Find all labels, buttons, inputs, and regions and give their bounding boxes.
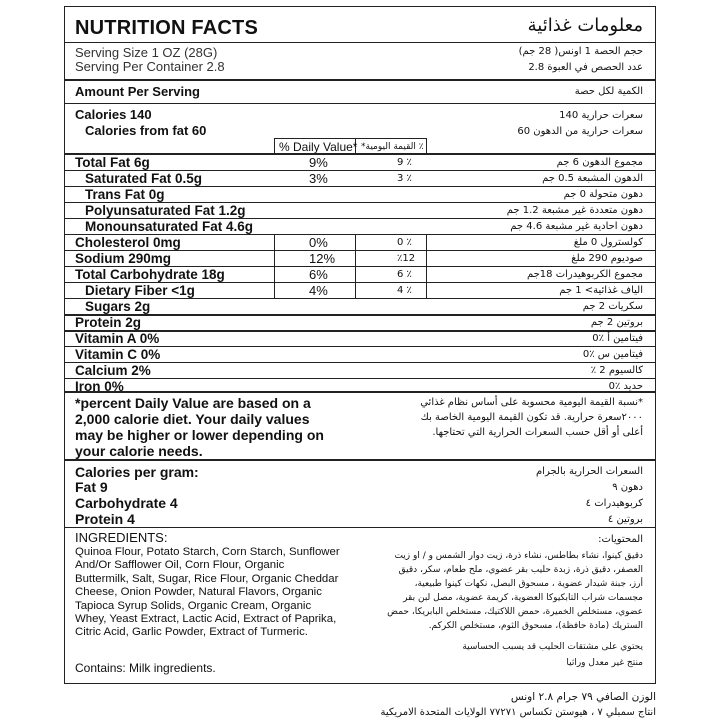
nutrient-dv-en: 12%: [309, 251, 336, 266]
amount-per-serving-ar: الكمية لكل حصة: [574, 86, 643, 97]
nutrient-label-en: Sodium 290mg: [75, 251, 172, 266]
servings-per-container-ar: عدد الحصص في العبوة 2.8: [528, 62, 643, 73]
divider: [65, 527, 655, 528]
nutrient-label-ar: حديد ٪0: [608, 381, 643, 392]
nutrient-label-en: Vitamin C 0%: [75, 347, 161, 362]
divider: [65, 459, 655, 461]
cal-per-gram-carb-en: Carbohydrate 4: [75, 495, 178, 511]
origin-ar: منتج غير معدل وراثيا: [566, 658, 643, 668]
nutrient-label-ar: دهون متعددة غير مشبعة 1.2 جم: [506, 205, 643, 216]
nutrient-label-en: Protein 2g: [75, 315, 142, 330]
divider: [65, 391, 655, 393]
nutrient-dv-ar: ٪ 9: [397, 157, 412, 168]
footnote-ar: *نسبة القيمة اليومية محسوبة على أساس نظام غذائي ٢٠٠٠سعرة حرارية. قد تكون القيمة اليومية الخاصة بك أعلى أو أقل حسب السعرات الحرارية التي تحتاجها.: [420, 397, 643, 438]
divider: [426, 234, 427, 298]
divider: [274, 138, 426, 139]
nutrient-label-ar: دهون متحولة 0 جم: [563, 189, 643, 200]
nutrient-label-en: Saturated Fat 0.5g: [85, 171, 203, 186]
serving-size-ar: حجم الحصة 1 اونس( 28 جم): [518, 46, 643, 57]
nutrient-label-en: Vitamin A 0%: [75, 331, 160, 346]
nutrient-dv-en: 4%: [309, 283, 328, 298]
amount-per-serving-en: Amount Per Serving: [75, 84, 200, 99]
divider: [274, 138, 275, 154]
nutrient-dv-ar: ٪ 6: [397, 269, 412, 280]
nutrient-label-en: Total Fat 6g: [75, 155, 150, 170]
calories-ar: سعرات حرارية 140: [559, 110, 643, 121]
cal-per-gram-fat-en: Fat 9: [75, 479, 108, 495]
serving-size-en: Serving Size 1 OZ (28G): [75, 45, 218, 60]
servings-per-container-en: Serving Per Container 2.8: [75, 59, 225, 74]
nutrient-label-ar: كالسيوم 2 ٪: [590, 365, 643, 376]
nutrient-label-ar: دهون احادية غير مشبعة 4.6 جم: [510, 221, 643, 232]
nutrient-label-en: Sugars 2g: [85, 299, 151, 314]
nutrient-label-ar: فيتامين أ ٪0: [592, 333, 643, 344]
divider: [274, 234, 275, 298]
nutrient-label-ar: صوديوم 290 ملغ: [571, 253, 643, 264]
calories-from-fat-en: Calories from fat 60: [85, 123, 207, 138]
nutrient-label-ar: الياف غذائية> 1 جم: [559, 285, 643, 296]
nutrient-label-en: Cholesterol 0mg: [75, 235, 181, 250]
ingredients-heading-ar: المحتويات:: [598, 534, 643, 545]
calories-from-fat-ar: سعرات حرارية من الدهون 60: [517, 126, 643, 137]
cal-per-gram-protein-ar: بروتين ٤: [607, 514, 643, 525]
ingredients-heading-en: INGREDIENTS:: [75, 530, 168, 545]
nutrient-label-en: Monounsaturated Fat 4.6g: [85, 219, 254, 234]
divider: [65, 103, 655, 104]
nutrient-dv-ar: ٪ 0: [397, 237, 412, 248]
nutrient-label-en: Calcium 2%: [75, 363, 151, 378]
cal-per-gram-carb-ar: كربوهيدرات ٤: [585, 498, 643, 509]
cal-per-gram-protein-en: Protein 4: [75, 511, 135, 527]
nutrient-dv-en: 3%: [309, 171, 328, 186]
divider: [65, 79, 655, 81]
cal-per-gram-heading-ar: السعرات الحرارية بالجرام: [535, 466, 643, 477]
nutrient-label-en: Dietary Fiber <1g: [85, 283, 195, 298]
nutrient-dv-ar: ٪ 4: [397, 285, 412, 296]
divider: [65, 362, 655, 363]
nutrient-label-ar: مجموع الدهون 6 جم: [556, 157, 643, 168]
allergen-ar: يحتوي على مشتقات الحليب قد يسبب الحساسية: [462, 642, 643, 652]
divider: [65, 314, 655, 316]
ingredients-text-ar: دقيق كينوا، نشاء بطاطس، نشاء ذرة، زيت دوار الشمس و / او زيت العصفر، دقيق ذرة، زبدة حليب بقر عضوي، ملح طعام، سكر، دقيق أرز، جبنة شيدار عضوية ، مسحوق البصل، نكهات كينوا طبيعية، مجسمات شراب التابكيوكا العضوية، كريمة عضوية، مصل لبن بقر عضوي، مستخلص الخميرة، حمض اللاكتيك، مستخلص البابريكا، حمض الستريك (مادة حافظة)، مسحوق الثوم، مستخلص الكركم.: [387, 551, 643, 631]
dv-header-ar: ٪ القيمة اليومية*: [361, 142, 424, 152]
contains-en: Contains: Milk ingredients.: [75, 661, 216, 675]
nutrient-label-en: Total Carbohydrate 18g: [75, 267, 225, 282]
title-en: NUTRITION FACTS: [75, 17, 258, 39]
nutrient-label-en: Trans Fat 0g: [85, 187, 165, 202]
calories-en: Calories 140: [75, 107, 152, 122]
producer-ar: انتاج سمبلي ٧ ، هيوستن تكساس ٧٧٢٧١ الولايات المتحدة الامريكية: [380, 707, 656, 718]
cal-per-gram-fat-ar: دهون ٩: [612, 482, 643, 493]
divider: [65, 298, 655, 299]
title-ar: معلومات غذائية: [527, 15, 643, 36]
nutrient-dv-en: 6%: [309, 267, 328, 282]
nutrient-label-ar: فيتامين س ٪0: [582, 349, 643, 360]
nutrient-label-ar: الدهون المشبعة 0.5 جم: [542, 173, 643, 184]
nutrient-label-ar: بروتين 2 جم: [590, 317, 643, 328]
divider: [65, 153, 655, 155]
net-weight-ar: الوزن الصافي ٧٩ جرام ٢.٨ اونس: [510, 691, 656, 703]
nutrient-dv-en: 9%: [309, 155, 328, 170]
nutrient-label-en: Iron 0%: [75, 379, 124, 394]
divider: [355, 234, 356, 298]
divider: [426, 138, 427, 154]
nutrient-label-ar: كولسترول 0 ملغ: [573, 237, 643, 248]
ingredients-text-en: Quinoa Flour, Potato Starch, Corn Starch, Sunflower And/Or Safflower Oil, Corn Flour, Organic Buttermilk, Salt, Sugar, Rice Flour, Organic Cheddar Cheese, Onion Powder, Natural Flavors, Organic Tapioca Syrup Solids, Organic Cream, Organic Whey, Yeast Extract, Lactic Acid, Extract of Paprika, Citric Acid, Garlic Powder, Extract of Turmeric.: [75, 546, 340, 639]
nutrient-dv-ar: ٪12: [397, 253, 416, 264]
nutrition-label: [64, 6, 656, 684]
nutrient-label-ar: مجموع الكربوهيدرات 18جم: [526, 269, 643, 280]
nutrient-label-ar: سكريات 2 جم: [582, 301, 643, 312]
nutrient-dv-en: 0%: [309, 235, 328, 250]
footnote-en: *percent Daily Value are based on a 2,000 calorie diet. Your daily values may be higher or lower depending on your calorie needs.: [75, 395, 324, 459]
nutrient-dv-ar: ٪ 3: [397, 173, 412, 184]
divider: [65, 42, 655, 43]
divider: [65, 378, 655, 379]
cal-per-gram-heading-en: Calories per gram:: [75, 464, 199, 480]
dv-header-en: % Daily Value*: [279, 140, 358, 154]
nutrient-label-en: Polyunsaturated Fat 1.2g: [85, 203, 246, 218]
